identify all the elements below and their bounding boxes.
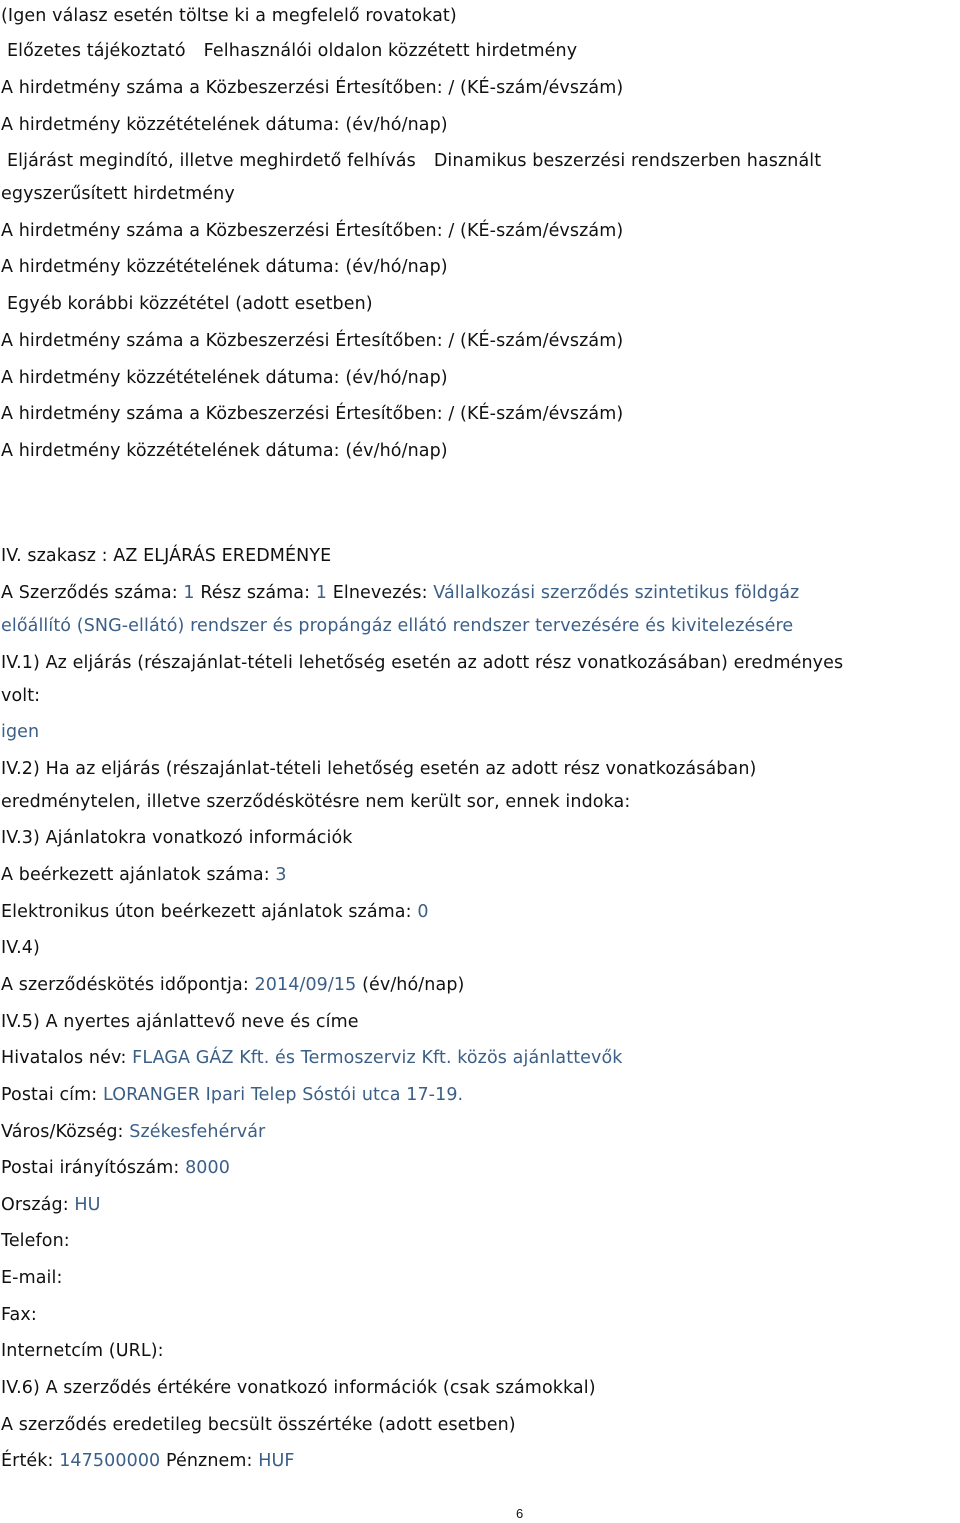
notice-date-line: A hirdetmény közzétételének dátuma: (év/hó/nap) [1,368,448,388]
email-label: E-mail: [1,1268,63,1288]
iv2-question: IV.2) Ha az eljárás (részajánlat-tételi lehetőség esetén az adott rész vonatkozásában) [1,759,757,779]
prior-notice-label: Előzetes tájékoztató [7,41,186,61]
postal-address-label: Postai cím: [1,1085,98,1105]
iv1-question-continuation: volt: [1,686,41,706]
contract-line [1,581,799,605]
iv1-question: IV.1) Az eljárás (részajánlat-tételi lehetőség esetén az adott rész vonatkozásában) eredményes [1,653,844,673]
notice-number-line: A hirdetmény száma a Közbeszerzési Értesítőben: / (KÉ-szám/évszám) [1,221,624,241]
electronic-offers-line [1,900,429,924]
official-name-value: FLAGA GÁZ Kft. és Termoszerviz Kft. közös ajánlattevők [132,1048,623,1068]
iv6-heading: IV.6) A szerződés értékére vonatkozó információk (csak számokkal) [1,1378,596,1398]
electronic-offers-value: 0 [417,902,429,922]
city-label: Város/Község: [1,1122,124,1142]
zip-value: 8000 [185,1158,231,1178]
notice-type-line [7,39,577,63]
instruction-line: (Igen válasz esetén töltse ki a megfelelő rovatokat) [1,6,457,26]
notice-number-line: A hirdetmény száma a Közbeszerzési Értesítőben: / (KÉ-szám/évszám) [1,78,624,98]
contract-name-value: Vállalkozási szerződés szintetikus földgáz [433,583,800,603]
zip-line [1,1156,230,1180]
simplified-notice-line: egyszerűsített hirdetmény [1,184,235,204]
phone-label: Telefon: [1,1231,70,1251]
country-label: Ország: [1,1195,69,1215]
call-for-competition-label: Eljárást megindító, illetve meghirdető felhívás [7,151,416,171]
notice-date-line: A hirdetmény közzétételének dátuma: (év/hó/nap) [1,441,448,461]
official-name-label: Hivatalos név: [1,1048,127,1068]
iv1-answer: igen [1,722,40,742]
contract-name-continuation: előállító (SNG-ellátó) rendszer és propángáz ellátó rendszer tervezésére és kivitelezésére [1,616,794,636]
contract-date-line [1,973,464,997]
iv3-heading: IV.3) Ajánlatokra vonatkozó információk [1,828,353,848]
currency-value: HUF [258,1451,295,1471]
currency-label: Pénznem: [165,1451,253,1471]
notice-number-line: A hirdetmény száma a Közbeszerzési Értesítőben: / (KÉ-szám/évszám) [1,404,624,424]
other-publication-line: Egyéb korábbi közzététel (adott esetben) [7,294,373,314]
contract-date-format: (év/hó/nap) [362,975,465,995]
city-value: Székesfehérvár [129,1122,266,1142]
part-number-value: 1 [315,583,328,603]
contract-value-line [1,1449,295,1473]
buyer-profile-notice-label: Felhasználói oldalon közzétett hirdetmény [203,41,578,61]
electronic-offers-label: Elektronikus úton beérkezett ajánlatok száma: [1,902,412,922]
section-heading: IV. szakasz : AZ ELJÁRÁS EREDMÉNYE [1,546,332,566]
offers-count-line [1,863,287,887]
estimated-value-line: A szerződés eredetileg becsült összértéke (adott esetben) [1,1415,516,1435]
postal-address-value: LORANGER Ipari Telep Sóstói utca 17-19. [102,1085,464,1105]
part-number-label: Rész száma: [200,583,311,603]
contract-name-label: Elnevezés: [332,583,428,603]
country-line [1,1193,101,1217]
iv5-heading: IV.5) A nyertes ajánlattevő neve és címe [1,1012,359,1032]
notice-date-line: A hirdetmény közzétételének dátuma: (év/hó/nap) [1,257,448,277]
fax-label: Fax: [1,1305,37,1325]
iv4-heading: IV.4) [1,938,40,958]
offers-count-value: 3 [275,865,287,885]
contract-number-value: 1 [183,583,195,603]
contract-date-value: 2014/09/15 [254,975,357,995]
value-label: Érték: [1,1451,54,1471]
notice-date-line: A hirdetmény közzétételének dátuma: (év/hó/nap) [1,115,448,135]
zip-label: Postai irányítószám: [1,1158,180,1178]
value-amount: 147500000 [59,1451,161,1471]
url-label: Internetcím (URL): [1,1341,164,1361]
call-notice-line [7,149,821,173]
contract-number-label: A Szerződés száma: [1,583,178,603]
city-line [1,1120,265,1144]
offers-count-label: A beérkezett ajánlatok száma: [1,865,270,885]
postal-address-line [1,1083,463,1107]
notice-number-line: A hirdetmény száma a Közbeszerzési Értesítőben: / (KÉ-szám/évszám) [1,331,624,351]
official-name-line [1,1046,623,1070]
dps-notice-label: Dinamikus beszerzési rendszerben használt [433,151,822,171]
contract-date-label: A szerződéskötés időpontja: [1,975,249,995]
country-value: HU [74,1195,101,1215]
page-number: 6 [516,1506,524,1521]
iv2-question-continuation: eredménytelen, illetve szerződéskötésre nem került sor, ennek indoka: [1,792,631,812]
